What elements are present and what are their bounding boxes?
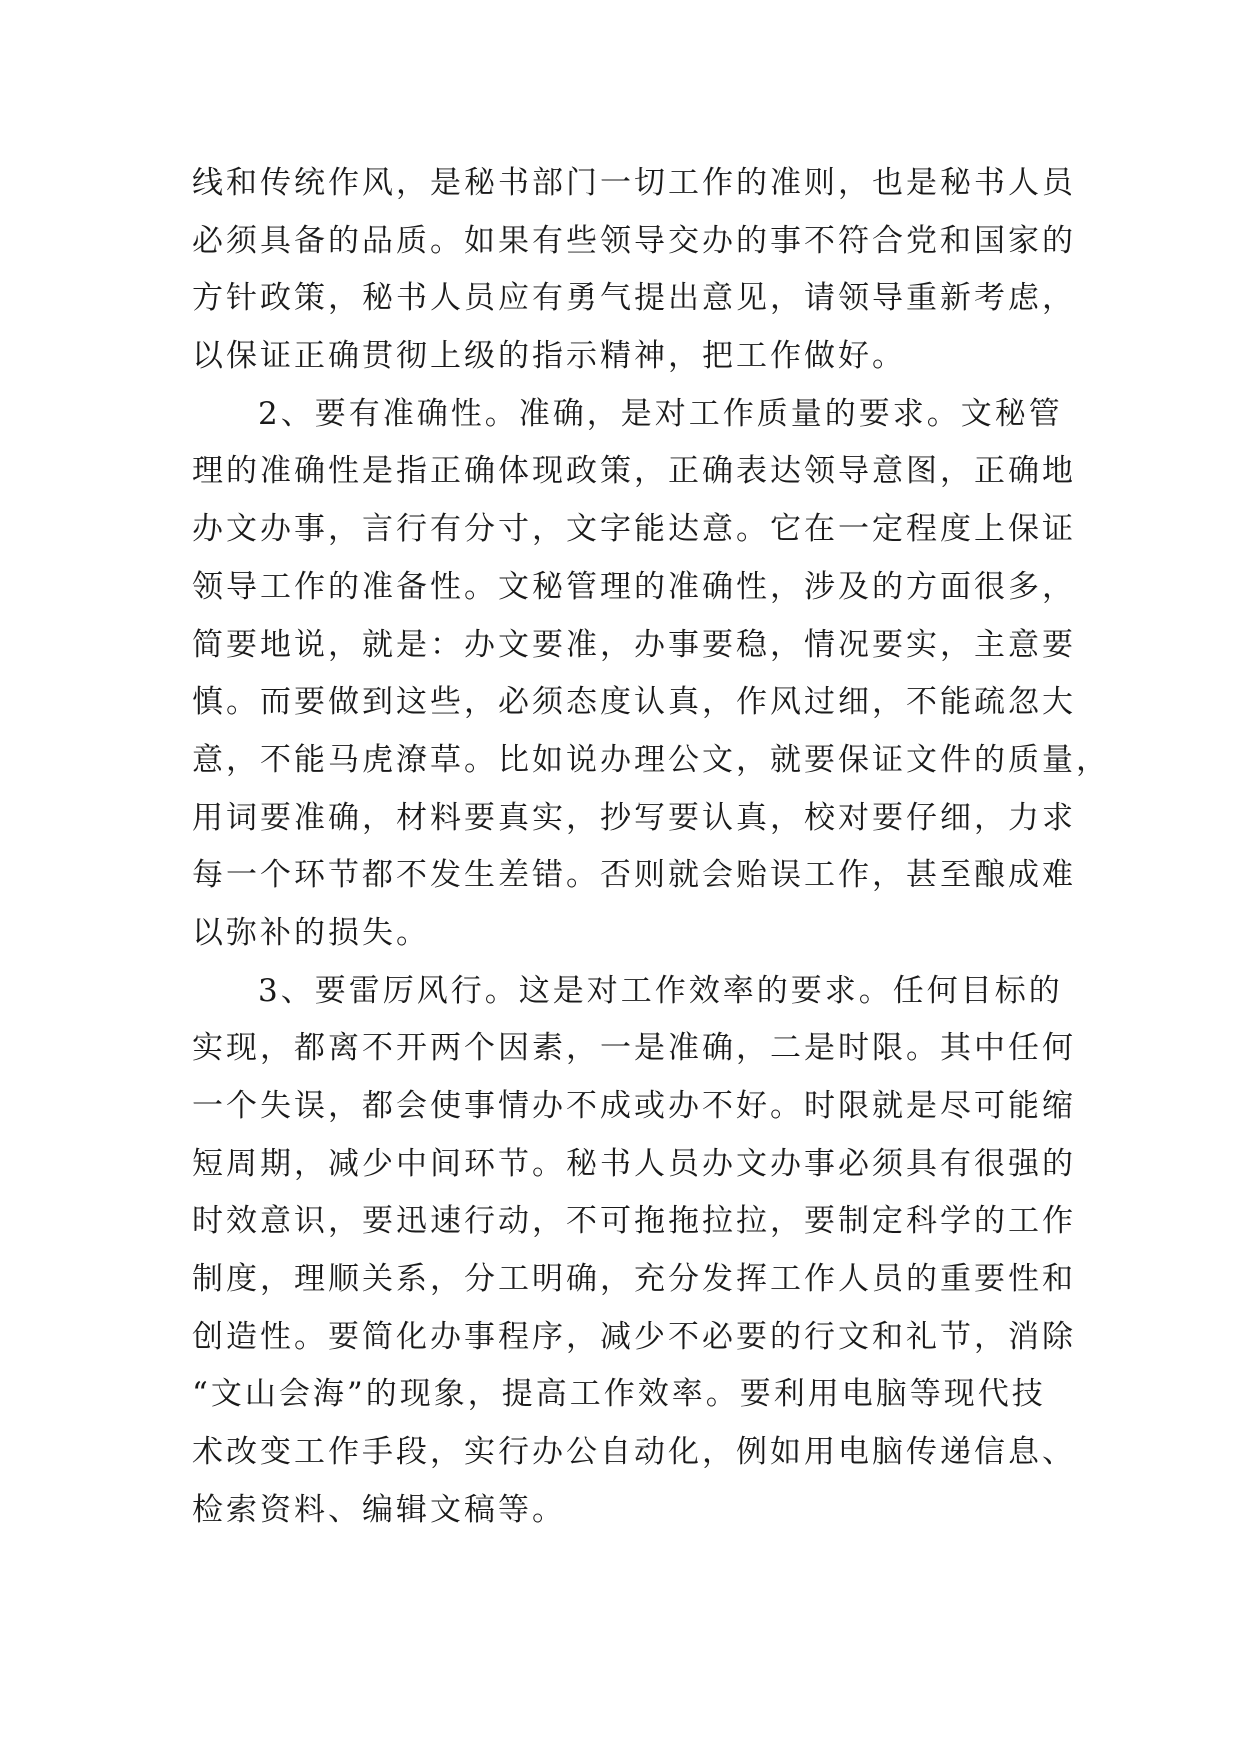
- paragraph-2-line-5: 简要地说，就是：办文要准，办事要稳，情况要实，主意要: [192, 626, 1076, 663]
- paragraph-2-line-2: 理的准确性是指正确体现政策，正确表达领导意图，正确地: [192, 453, 1076, 490]
- paragraph-2-line-8: 用词要准确，材料要真实，抄写要认真，校对要仔细，力求: [192, 799, 1076, 836]
- paragraph-2-line-6: 慎。而要做到这些，必须态度认真，作风过细，不能疏忽大: [192, 684, 1076, 721]
- paragraph-2-line-3: 办文办事，言行有分寸，文字能达意。它在一定程度上保证: [192, 511, 1076, 548]
- paragraph-2-line-10: 以弥补的损失。: [192, 914, 430, 951]
- paragraph-2-line-7: 意，不能马虎潦草。比如说办理公文，就要保证文件的质量，: [192, 741, 1110, 778]
- document-body: [192, 155, 1110, 1540]
- paragraph-2-line-9: 每一个环节都不发生差错。否则就会贻误工作，甚至酿成难: [192, 857, 1076, 894]
- paragraph-3-line-4: 短周期，减少中间环节。秘书人员办文办事必须具有很强的: [192, 1145, 1076, 1182]
- paragraph-1-line-2: 必须具备的品质。如果有些领导交办的事不符合党和国家的: [192, 222, 1076, 259]
- paragraph-3-line-5: 时效意识，要迅速行动，不可拖拖拉拉，要制定科学的工作: [192, 1203, 1076, 1240]
- paragraph-3-line-8: “文山会海”的现象，提高工作效率。要利用电脑等现代技: [192, 1376, 1046, 1413]
- paragraph-3-line-6: 制度，理顺关系，分工明确，充分发挥工作人员的重要性和: [192, 1261, 1076, 1298]
- paragraph-3-line-7: 创造性。要简化办事程序，减少不必要的行文和礼节，消除: [192, 1318, 1076, 1355]
- paragraph-1-line-4: 以保证正确贯彻上级的指示精神，把工作做好。: [192, 338, 906, 375]
- paragraph-1-line-3: 方针政策，秘书人员应有勇气提出意见，请领导重新考虑，: [192, 280, 1076, 317]
- paragraph-1-line-1: 线和传统作风，是秘书部门一切工作的准则，也是秘书人员: [192, 165, 1076, 201]
- paragraph-3-line-2: 实现，都离不开两个因素，一是准确，二是时限。其中任何: [192, 1030, 1076, 1067]
- paragraph-3-line-9: 术改变工作手段，实行办公自动化，例如用电脑传递信息、: [192, 1434, 1076, 1471]
- paragraph-3-line-10: 检索资料、编辑文稿等。: [192, 1491, 566, 1528]
- paragraph-2-line-4: 领导工作的准备性。文秘管理的准确性，涉及的方面很多，: [192, 568, 1076, 605]
- paragraph-3-line-3: 一个失误，都会使事情办不成或办不好。时限就是尽可能缩: [192, 1088, 1076, 1124]
- paragraph-2-line-1: 2、要有准确性。准确，是对工作质量的要求。文秘管: [258, 395, 1063, 432]
- paragraph-3-line-1: 3、要雷厉风行。这是对工作效率的要求。任何目标的: [258, 972, 1063, 1009]
